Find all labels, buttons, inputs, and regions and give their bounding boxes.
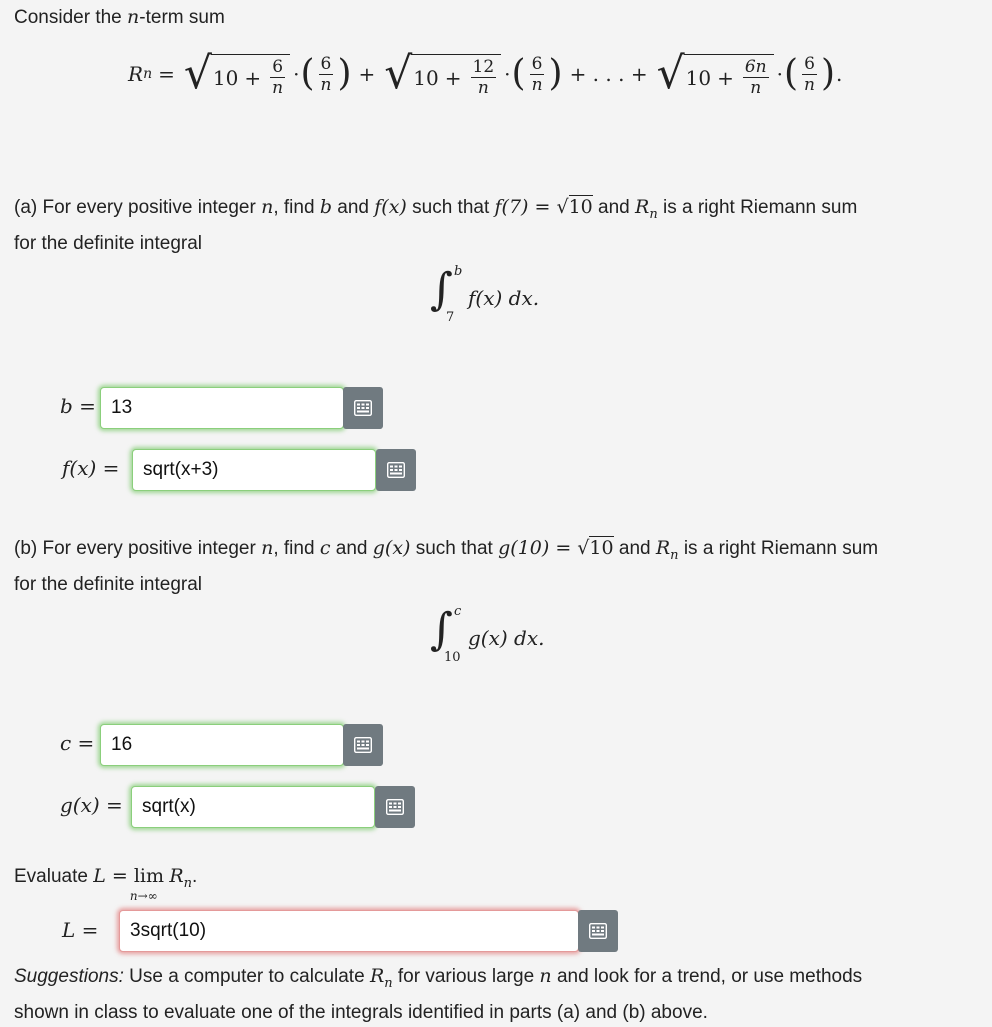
b-keyboard-button[interactable] [343,387,383,429]
sqrt-term-n: √ 10 + $\frac{6n}{n}$ [657,48,774,100]
f-input[interactable]: sqrt(x+3) [132,449,376,491]
part-c-prompt: Evaluate L = lim n→∞ $R_n$. [14,865,198,903]
L-keyboard-button[interactable] [578,910,618,952]
L-label: L = [62,918,99,942]
f-keyboard-button[interactable] [376,449,416,491]
b-label: b = [60,394,96,418]
suggestions-text: Suggestions: Use a computer to calculate $R_n$ for various large n and look for a trend, or use methods shown in class to evaluate one of the integrals identified in parts (a) and (b) above. [14,965,863,1023]
riemann-sum-formula: R n = √ 10 + $\frac{6}{n}$ · ( $\frac{6}{n}$ ) + √ 10 + $\frac{12}{n}$ · ( $\frac{6}{n}$ ) + . . . + √ 10 + $\frac{6n}{n}$ · ( $\frac{6}{n}$ ) . [128,48,843,99]
c-input[interactable]: 16 [100,724,344,766]
integral-b: ∫ c 10 g(x) dx. [430,604,545,665]
c-label: c = [60,731,95,755]
c-keyboard-button[interactable] [343,724,383,766]
keyboard-icon [387,462,405,478]
keyboard-icon [354,737,372,753]
intro-text: Consider the n-term sum [14,6,225,28]
g-label: g(x) = [60,793,123,817]
g-keyboard-button[interactable] [375,786,415,828]
b-input[interactable]: 13 [100,387,344,429]
part-b-prompt: (b) For every positive integer n, find c and g(x) such that g(10) = √10 and $R_n$ is a right Riemann sum for the definite integral [14,537,879,595]
L-input[interactable]: 3sqrt(10) [119,910,579,952]
keyboard-icon [589,923,607,939]
part-a-prompt: (a) For every positive integer n, find b and f(x) such that f(7) = √10 and $R_n$ is a right Riemann sum for the definite integral [14,196,858,254]
f-label: f(x) = [62,456,120,480]
sqrt-term-1: √ 10 + $\frac{6}{n}$ [184,48,290,100]
keyboard-icon [354,400,372,416]
g-input[interactable]: sqrt(x) [131,786,375,828]
sqrt-term-2: √ 10 + $\frac{12}{n}$ [384,48,501,100]
integral-a: ∫ b 7 f(x) dx. [430,264,540,325]
keyboard-icon [386,799,404,815]
